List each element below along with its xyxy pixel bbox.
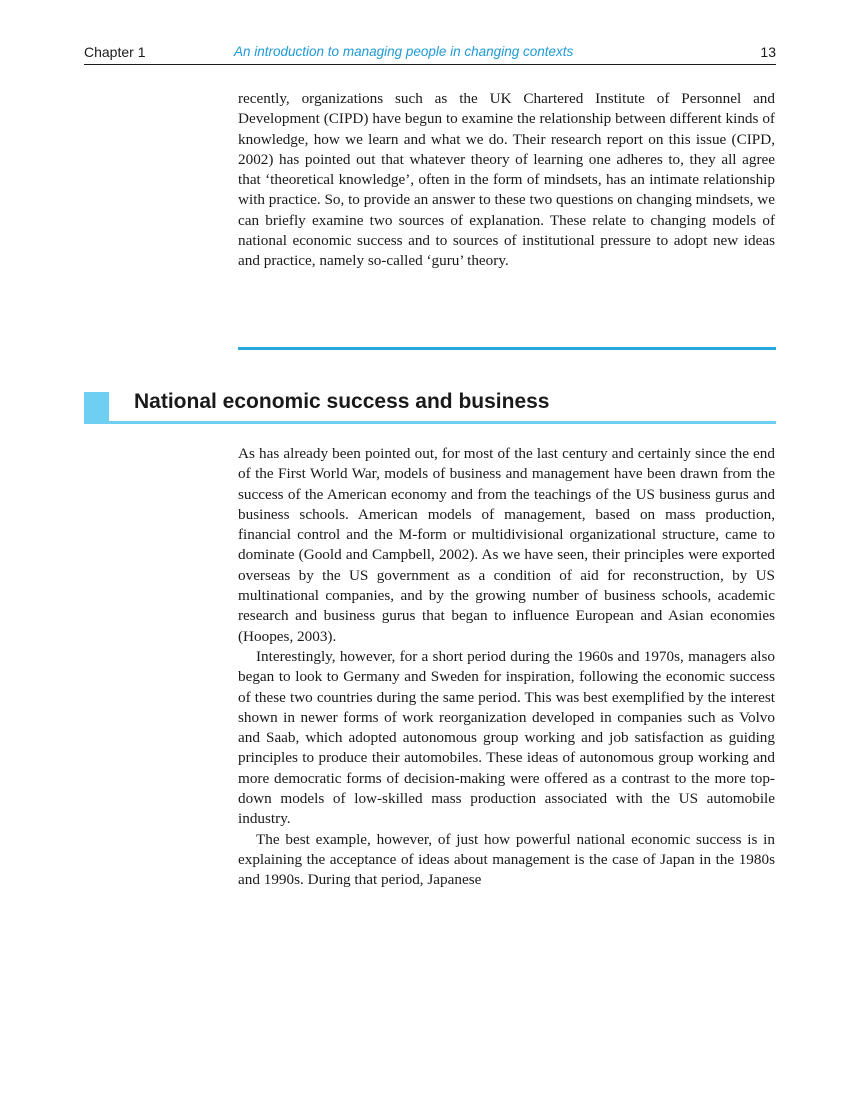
page-number: 13: [760, 44, 776, 60]
chapter-label: Chapter 1: [84, 44, 146, 60]
running-header: [84, 42, 776, 64]
body-paragraph: The best example, however, of just how powerful national economic success is in explaining the acceptance of ideas about management is the case of Japan in the 1980s and 1990s. During that period, Japanese: [238, 830, 775, 889]
section-heading-underline: [84, 421, 776, 424]
section-divider: [238, 347, 776, 350]
intro-text-block: [238, 89, 775, 272]
section-body: [238, 444, 775, 891]
section-heading: National economic success and business: [134, 390, 550, 413]
body-paragraph: As has already been pointed out, for most of the last century and certainly since the end of the First World War, models of business and management have been drawn from the success of the American economy and from the teachings of the US business gurus and business schools. American models of management, based on mass production, financial control and the M-form or multidivisional organizational structure, came to dominate (Goold and Campbell, 2002). As we have seen, their principles were exported overseas by the US government as a condition of aid for reconstruction, by US multinational companies, and by the growing number of business schools, academic research and business gurus that began to influence European and Asian economies (Hoopes, 2003).: [238, 445, 775, 645]
chapter-title: An introduction to managing people in changing contexts: [234, 44, 574, 59]
header-rule: [84, 64, 776, 65]
intro-paragraph: recently, organizations such as the UK Chartered Institute of Personnel and Development (CIPD) have begun to examine the relationship between different kinds of knowledge, how we learn and what we do. Their research report on this issue (CIPD, 2002) has pointed out that whatever theory of learning one adheres to, they all agree that ‘theoretical knowledge’, often in the form of mindsets, has an intimate relationship with practice. So, to provide an answer to these two questions on changing mindsets, we can briefly examine two sources of explanation. These relate to changing models of national economic success and to sources of institutional pressure to adopt new ideas and practice, namely so-called ‘guru’ theory.: [238, 90, 775, 270]
body-paragraph: Interestingly, however, for a short period during the 1960s and 1970s, managers also began to look to Germany and Sweden for inspiration, following the economic success of these two countries during the same period. This was best exemplified by the interest shown in newer forms of work reorganization developed in companies such as Volvo and Saab, which adopted autonomous group working and job satisfaction as guiding principles to produce their automobiles. These ideas of autonomous group working and more democratic forms of decision-making were offered as a contrast to the more top-down models of low-skilled mass production associated with the US automobile industry.: [238, 647, 775, 828]
section-marker-block: [84, 392, 109, 423]
